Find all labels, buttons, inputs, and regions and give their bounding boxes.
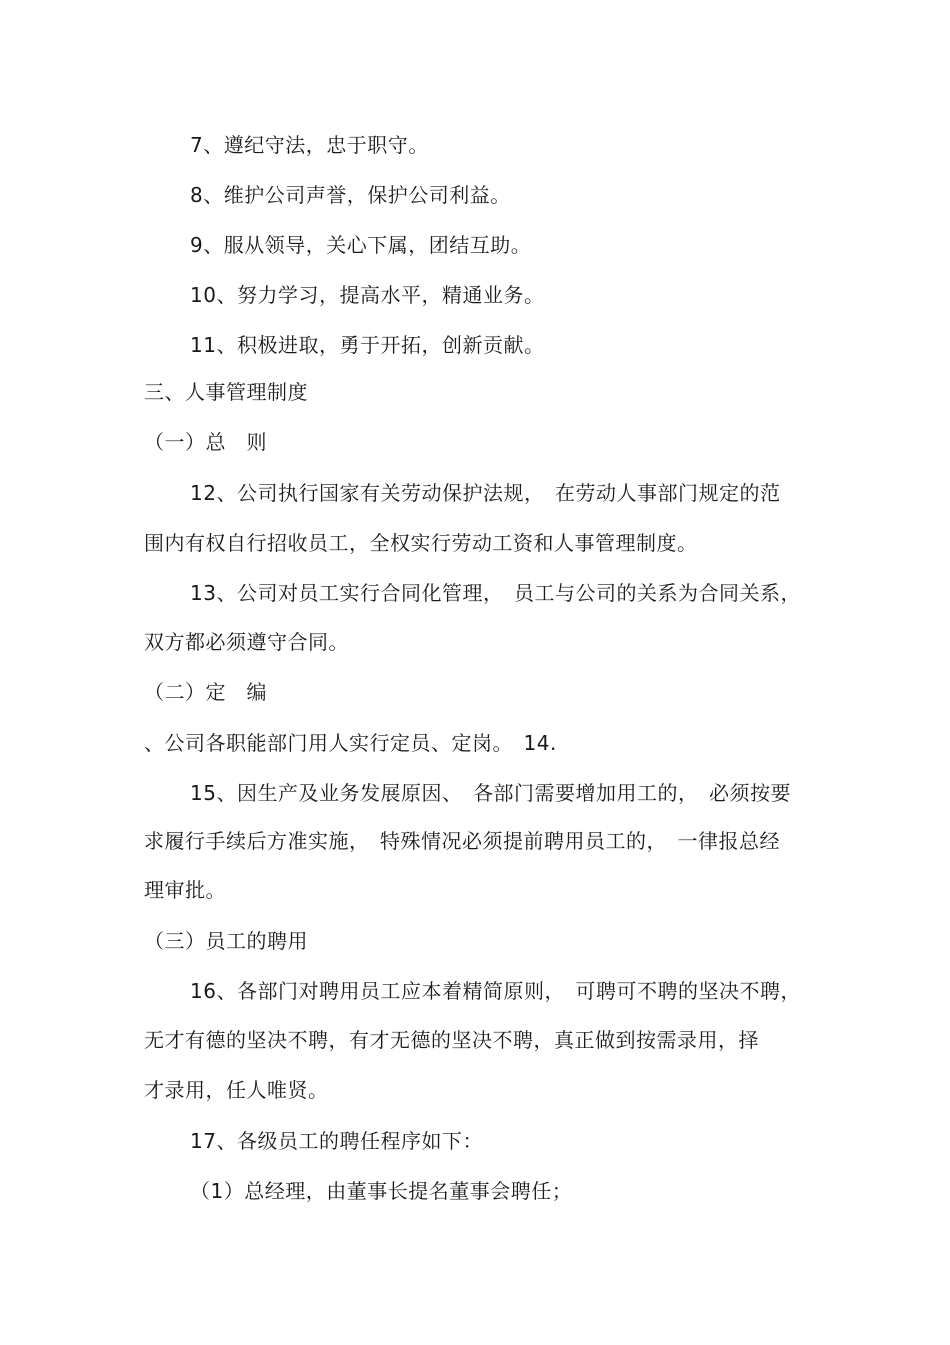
article-15-line-1: 15、因生产及业务发展原因、 各部门需要增加用工的， 必须按要: [190, 781, 791, 805]
section-heading: 三、人事管理制度: [144, 380, 308, 404]
rule-9: 9、服从领导，关心下属，团结互助。: [190, 233, 532, 257]
article-13-line-2: 双方都必须遵守合同。: [144, 630, 349, 654]
rule-11: 11、积极进取，勇于开拓，创新贡献。: [190, 333, 545, 357]
article-14: 、公司各职能部门用人实行定员、定岗。 14.: [144, 731, 557, 755]
article-16-line-1: 16、各部门对聘用员工应本着精简原则， 可聘可不聘的坚决不聘，: [190, 979, 801, 1003]
article-17-item-1: （1）总经理，由董事长提名董事会聘任；: [190, 1179, 573, 1203]
subsection-heading-staffing: （二）定 编: [144, 680, 267, 704]
article-12-line-1: 12、公司执行国家有关劳动保护法规， 在劳动人事部门规定的范: [190, 481, 781, 505]
subsection-heading-general: （一）总 则: [144, 430, 267, 454]
article-13-line-1: 13、公司对员工实行合同化管理， 员工与公司的关系为合同关系，: [190, 581, 801, 605]
rule-8: 8、维护公司声誉，保护公司利益。: [190, 183, 511, 207]
article-15-line-2: 求履行手续后方准实施， 特殊情况必须提前聘用员工的， 一律报总经: [144, 829, 780, 853]
article-15-line-3: 理审批。: [144, 878, 226, 902]
rule-10: 10、努力学习，提高水平，精通业务。: [190, 283, 545, 307]
article-12-line-2: 围内有权自行招收员工，全权实行劳动工资和人事管理制度。: [144, 531, 698, 555]
subsection-heading-hiring: （三）员工的聘用: [144, 929, 308, 953]
article-16-line-2: 无才有德的坚决不聘，有才无德的坚决不聘，真正做到按需录用，择: [144, 1028, 759, 1052]
article-17: 17、各级员工的聘任程序如下：: [190, 1129, 483, 1153]
article-16-line-3: 才录用，任人唯贤。: [144, 1078, 329, 1102]
rule-7: 7、遵纪守法，忠于职守。: [190, 133, 429, 157]
